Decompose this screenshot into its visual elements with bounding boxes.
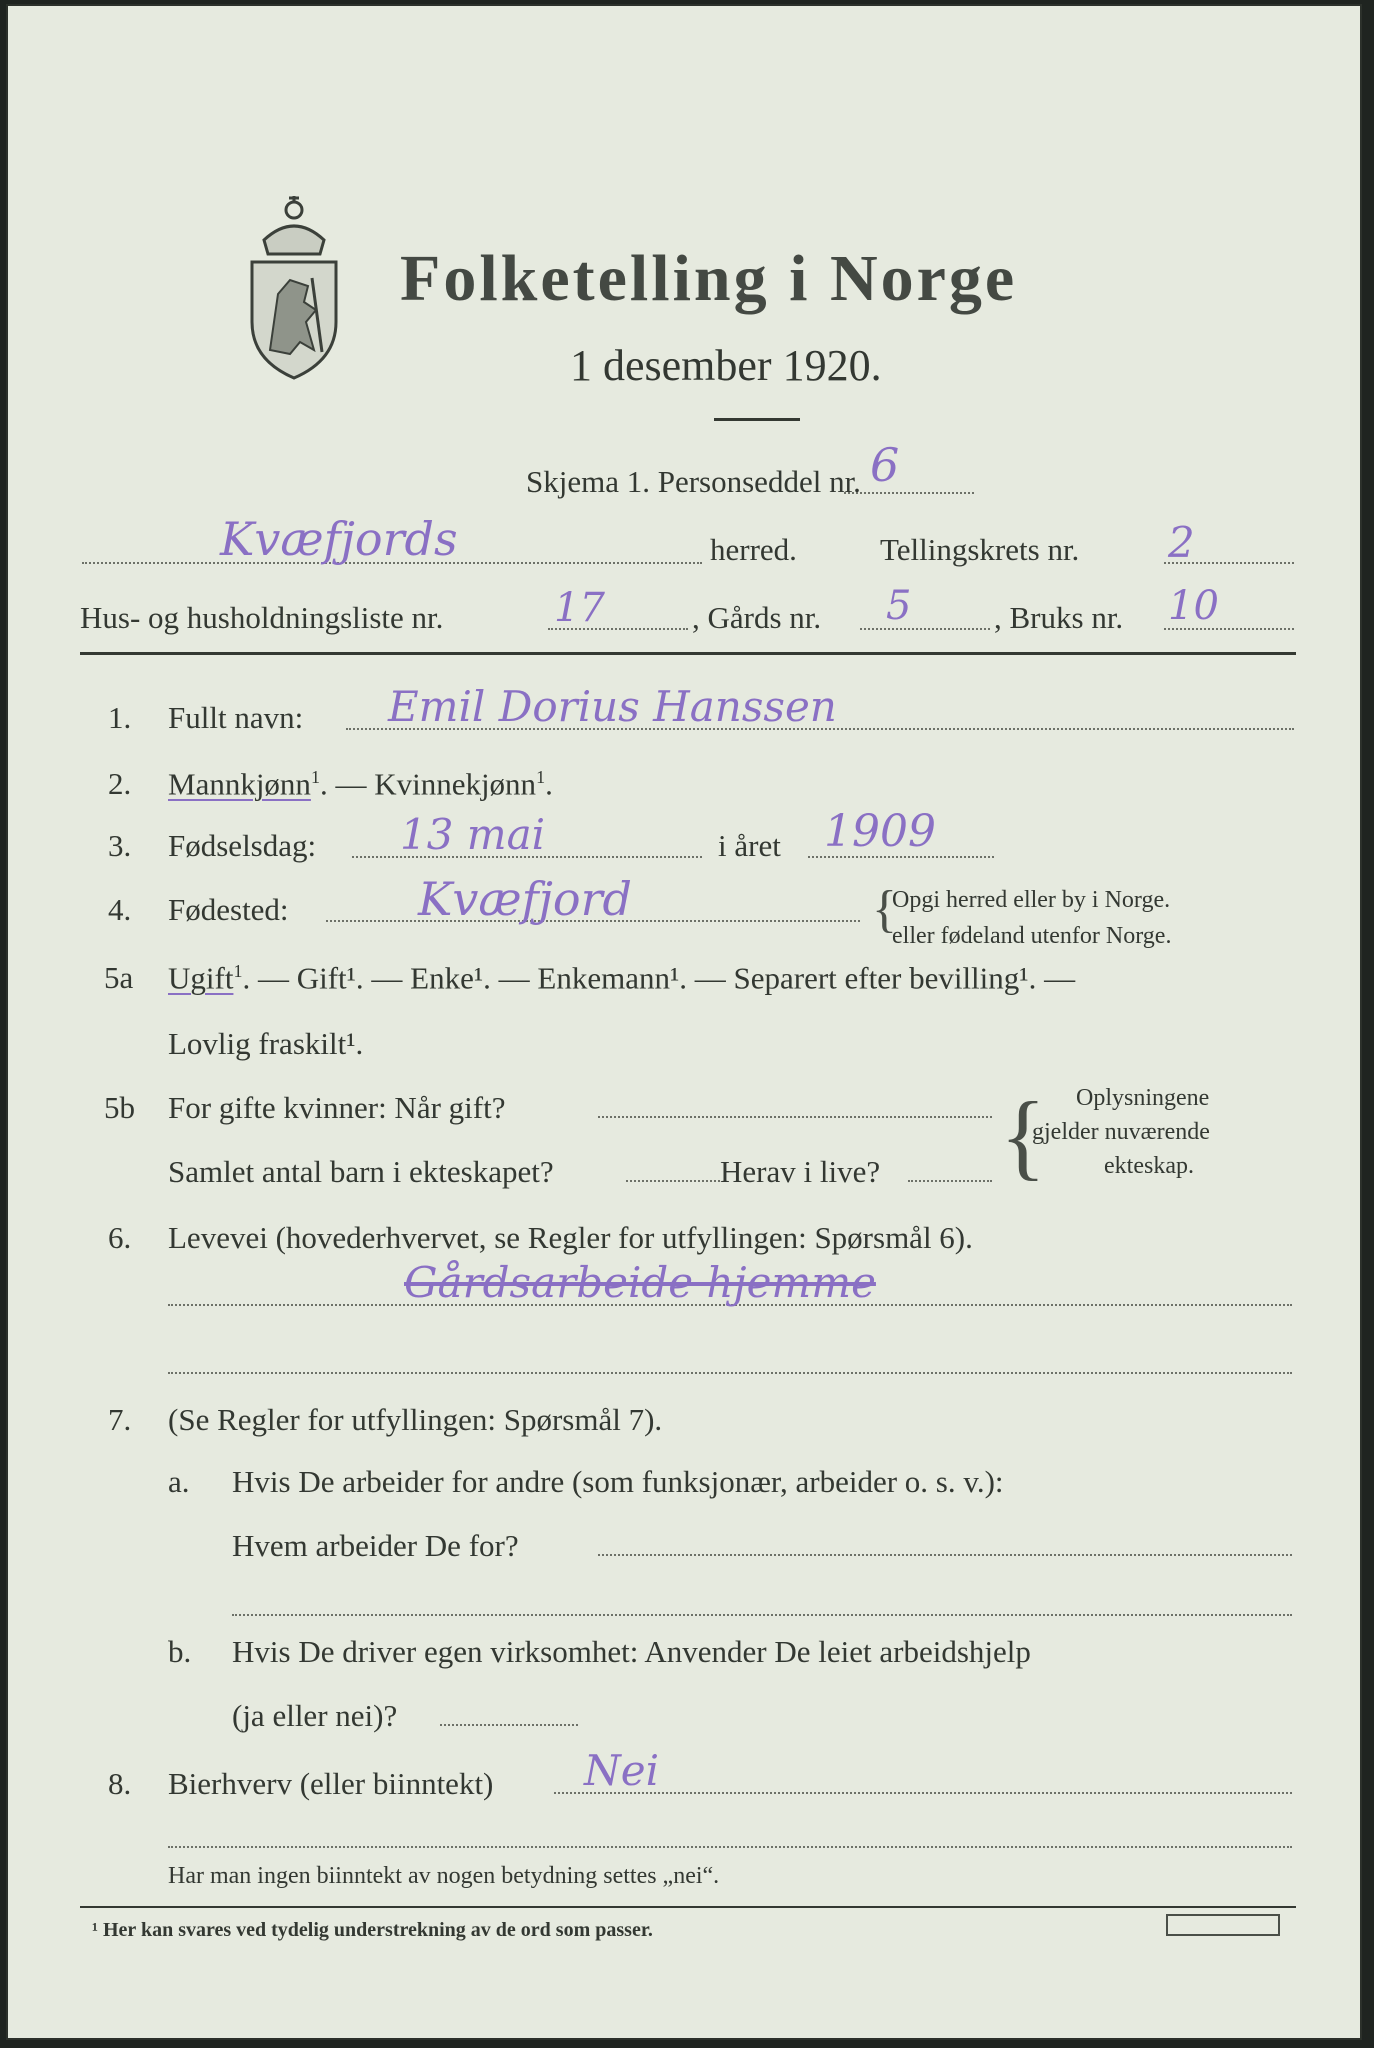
civil-status-ugift[interactable]: Ugift (168, 960, 234, 996)
gender-female-option[interactable]: Kvinnekjønn (374, 766, 537, 802)
q3-label: Fødselsdag: (168, 828, 317, 863)
coat-of-arms-icon (234, 182, 354, 382)
q7b-text: Hvis De driver egen virksomhet: Anvender De leiet arbeidshjelp (232, 1634, 1031, 1669)
q6-line-2 (168, 1372, 1292, 1374)
q5b-note-3: ekteskap. (1104, 1153, 1194, 1179)
full-name-value[interactable]: Emil Dorius Hanssen (388, 682, 837, 731)
birthplace-value[interactable]: Kvæfjord (418, 872, 633, 926)
gards-label: , Gårds nr. (692, 600, 822, 635)
q4-note-2: eller fødeland utenfor Norge. (892, 923, 1172, 949)
birthday-value[interactable]: 13 mai (400, 810, 546, 859)
q2-number: 2. (108, 766, 132, 801)
q7-label: (Se Regler for utfyllingen: Spørsmål 7). (168, 1402, 663, 1437)
q1-number: 1. (108, 700, 132, 735)
skjema-label: Skjema 1. Personseddel nr. (526, 464, 861, 499)
q5a-options: Ugift$^1$. — Gift¹. — Enke¹. — Enkemann¹. — Separert efter bevilling¹. — (168, 960, 1076, 996)
year-label: i året (718, 828, 781, 863)
q3-number: 3. (108, 828, 132, 863)
q5a-line-2: Lovlig fraskilt¹. (168, 1026, 364, 1061)
q5b-brace: { (1000, 1082, 1047, 1189)
gards-nr-value[interactable]: 5 (886, 583, 912, 629)
q4-note-1: Opgi herred eller by i Norge. (892, 887, 1171, 913)
q5b-line-1 (598, 1116, 992, 1118)
q4-number: 4. (108, 892, 132, 927)
q7a-text: Hvis De arbeider for andre (som funksjonær, arbeider o. s. v.): (232, 1464, 1004, 1499)
footer-divider (80, 1906, 1296, 1908)
q5b-label-3: Herav i live? (720, 1154, 881, 1189)
herred-value[interactable]: Kvæfjords (220, 512, 458, 566)
form-title: Folketelling i Norge (400, 242, 1018, 315)
q5b-note-1: Oplysningene (1076, 1085, 1210, 1111)
occupation-value[interactable]: Gårdsarbeide hjemme (404, 1258, 876, 1307)
q5b-label-2: Samlet antal barn i ekteskapet? (168, 1154, 554, 1189)
skjema-nr-value[interactable]: 6 (870, 438, 900, 492)
q6-number: 6. (108, 1220, 132, 1255)
q5b-label-1: For gifte kvinner: Når gift? (168, 1090, 506, 1125)
q5b-line-3 (908, 1180, 992, 1182)
side-income-value[interactable]: Nei (584, 1746, 660, 1795)
q8-label: Bierhverv (eller biinntekt) (168, 1766, 494, 1801)
q7a-text-2: Hvem arbeider De for? (232, 1528, 519, 1563)
gender-male-option[interactable]: Mannkjønn (168, 766, 311, 802)
herred-label: herred. (710, 532, 797, 567)
tellingskrets-label: Tellingskrets nr. (880, 532, 1080, 567)
q7-number: 7. (108, 1402, 132, 1437)
q1-label: Fullt navn: (168, 700, 304, 735)
q2-options: Mannkjønn$^1$. — Kvinnekjønn$^1$. (168, 766, 553, 802)
q7b-text-2: (ja eller nei)? (232, 1698, 398, 1733)
q6-label: Levevei (hovederhvervet, se Regler for utfyllingen: Spørsmål 6). (168, 1220, 973, 1255)
birth-year-value[interactable]: 1909 (824, 806, 936, 857)
q5b-line-2 (626, 1180, 720, 1182)
gards-nr-line (860, 628, 990, 630)
q8-number: 8. (108, 1766, 132, 1801)
printer-stamp (1166, 1914, 1280, 1936)
q5b-number: 5b (104, 1090, 135, 1125)
q7a-number: a. (168, 1464, 190, 1499)
form-date: 1 desember 1920. (570, 341, 882, 390)
census-form (6, 4, 1362, 2040)
q8-line-2 (168, 1846, 1292, 1848)
title-divider (714, 418, 800, 421)
skjema-nr-line (844, 492, 974, 494)
q5a-number: 5a (104, 960, 134, 995)
bruks-label: , Bruks nr. (994, 600, 1124, 635)
hus-label: Hus- og husholdningsliste nr. (80, 600, 444, 635)
footnote: ¹ Her kan svares ved tydelig understrekning av de ord som passer. (92, 1919, 653, 1941)
q7a-line-2 (232, 1614, 1292, 1616)
tellingskrets-value[interactable]: 2 (1168, 518, 1195, 567)
bruks-nr-value[interactable]: 10 (1168, 583, 1219, 629)
q7a-line-1 (598, 1554, 1292, 1556)
header-divider (80, 652, 1296, 655)
q4-brace: { (872, 881, 897, 938)
q8-note: Har man ingen biinntekt av nogen betydning settes „nei“. (168, 1863, 720, 1889)
q5b-note-2: gjelder nuværende (1032, 1119, 1210, 1145)
q7b-line (440, 1724, 578, 1726)
q8-line (554, 1792, 1292, 1794)
hus-nr-value[interactable]: 17 (554, 585, 605, 631)
q4-label: Fødested: (168, 892, 289, 927)
q7b-number: b. (168, 1634, 192, 1669)
